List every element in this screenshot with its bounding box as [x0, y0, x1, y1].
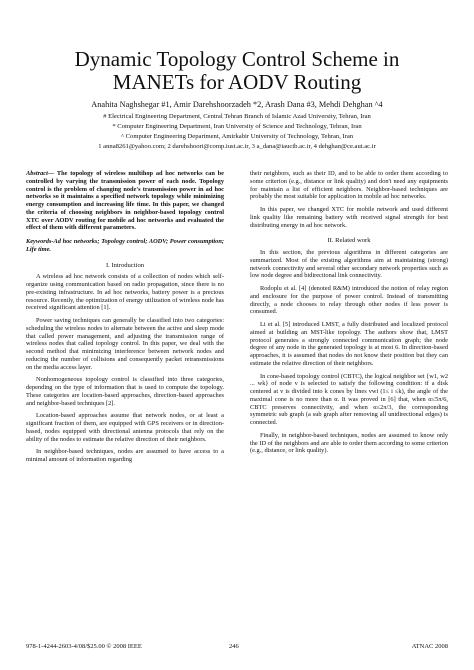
abstract-text: The topology of wireless multihop ad hoc networks can be controlled by varying the transmission power of each node. Topology control is the problem of changing node's transmission power in ad hoc networks so it maintains a specified network topology while minimizing energy consumption and increasing life time. In this paper, we changed the criteria of choosing neighbors in neighbor-based topology control XTC over AODV routing for mobile ad hoc networks and evaluated the effect of them with different parameters. [26, 170, 224, 232]
keywords [26, 238, 224, 254]
affiliation-2: * Computer Engineering Department, Iran University of Science and Technology, Tehran, Iran [112, 123, 362, 130]
section-2-heading: II. Related work [327, 237, 371, 245]
intro-paragraph-3: Nonhomogeneous topology control is classified into three categories, depending on the type of information that is used to compute the topology. These categories are location-based approaches, direction-based approaches and neighbor-based techniques [2]. [26, 376, 224, 407]
related-paragraph-4: In cone-based topology control (CBTC), the logical neighbor set {w1, w2 ... wk} of node v is selected to satisfy the following condition: if a disk centered at v is divided into k cones by lines vwi (1≤ i ≤k), the angle of the maximal cone is no more than α. It was proved in [6] that, when α≤5π/6, CBTC preserves connectivity, and when α≤2π/3, the corresponding symmetric sub graph (a sub graph after removing all unidirectional edges) is connected. [250, 372, 448, 426]
section-1-heading: I. Introduction [105, 261, 145, 269]
related-paragraph-1: In this section, the previous algorithms in different categories are summarized. Most of the existing algorithms aim at maintaining (strong) network connectivity and several other secondary network properties such as low node degree and bidirectional link connectivity. [250, 249, 448, 280]
abstract [26, 170, 224, 232]
author-emails: 1 anna8261@yahoo.com; 2 darehshoori@comp.iust.ac.ir, 3 a_dana@iauctb.ac.ir, 4 dehghan@ce.aut.ac.ir [98, 143, 376, 150]
right-column [250, 170, 448, 455]
affiliation-3: ^ Computer Engineering Department, Amirkabir University of Technology, Tehran, Iran [120, 133, 354, 140]
abstract-label: Abstract— [26, 170, 55, 177]
affiliation-1: # Electrical Engineering Department, Central Tehran Branch of Islamic Azad University, Tehran, Iran [103, 113, 371, 120]
intro-paragraph-4: Location-based approaches assume that network nodes, or at least a significant fraction of them, are equipped with GPS receivers or in direction-based, nodes equipped with directional antenna protocols that rely on the ability of the nodes to estimate the relative direction of their neighbors. [26, 412, 224, 443]
intro-paragraph-2: Power saving techniques can generally be classified into two categories: scheduling the wireless nodes to alternate between the active and sleep mode that called power management, and adjusting the transmission range of wireless nodes that called topology control. In this paper, we deal with the second method that minimizing interference between network nodes and reducing the number of collisions and consequently packet retransmissions on the media access layer. [26, 317, 224, 371]
author-list: Anahita Naghshegar #1, Amir Darehshoorzadeh *2, Arash Dana #3, Mehdi Dehghan ^4 [91, 100, 383, 109]
title-line-1: Dynamic Topology Control Scheme in [74, 47, 400, 71]
footer-conference: ATNAC 2008 [411, 643, 448, 650]
intro-paragraph-5: In neighbor-based techniques, nodes are assumed to have access to a minimal amount of information regarding [26, 448, 224, 463]
related-paragraph-5: Finally, in neighbor-based techniques, nodes are assumed to know only the ID of the neighbors and are able to order them according to some criterion (e.g., distance, or link quality). [250, 431, 448, 455]
title-line-2: MANETs for AODV Routing [112, 70, 362, 94]
keywords-text: Ad hoc networks; Topology control; AODV; Power consumption; Life time. [26, 238, 224, 253]
footer-isbn: 978-1-4244-2603-4/08/$25.00 © 2008 IEEE [26, 643, 142, 650]
related-paragraph-2: Rodoplu et al. [4] (denoted R&M) introduced the notion of relay region and enclosure for the purpose of power control. Instead of transmitting directly, a node chooses to relay through other nodes if less power is consumed. [250, 285, 448, 316]
keywords-label: Keywords- [26, 238, 54, 245]
left-column [26, 170, 224, 464]
paper-title [40, 48, 434, 94]
right-paragraph-1: their neighbors, such as their ID, and to be able to order them according to some criterion (e.g., distance or link quality) and don't need any equipments for maintain a list of efficient neighbors. Neighbor-based techniques are probably the most suitable for application in mobile ad hoc networks. [250, 170, 448, 201]
right-paragraph-2: In this paper, we changed XTC for mobile network and used different link quality like remaining battery with received signal strength for best distributing energy in ad hoc network. [250, 206, 448, 229]
intro-paragraph-1: A wireless ad hoc network consists of a collection of nodes which self-organize using communication based on radio propagation, since there is no pre-existing infrastructure. In ad hoc networks, battery power is a precious resource. Recently, the optimization of energy utilization of wireless node has received significant attention [1]. [26, 273, 224, 312]
related-paragraph-3: Li et al. [5] introduced LMST, a fully distributed and localized protocol aimed at building an MST-like topology. The authors show that, LMST protocol generates a strongly connected communication graph; the node degree of any node in the generated topology is at most 6. In direction-based approaches, it is assumed that nodes do not know their position but they can estimate the relative direction of their neighbors. [250, 321, 448, 367]
footer-page-number: 246 [229, 643, 239, 650]
